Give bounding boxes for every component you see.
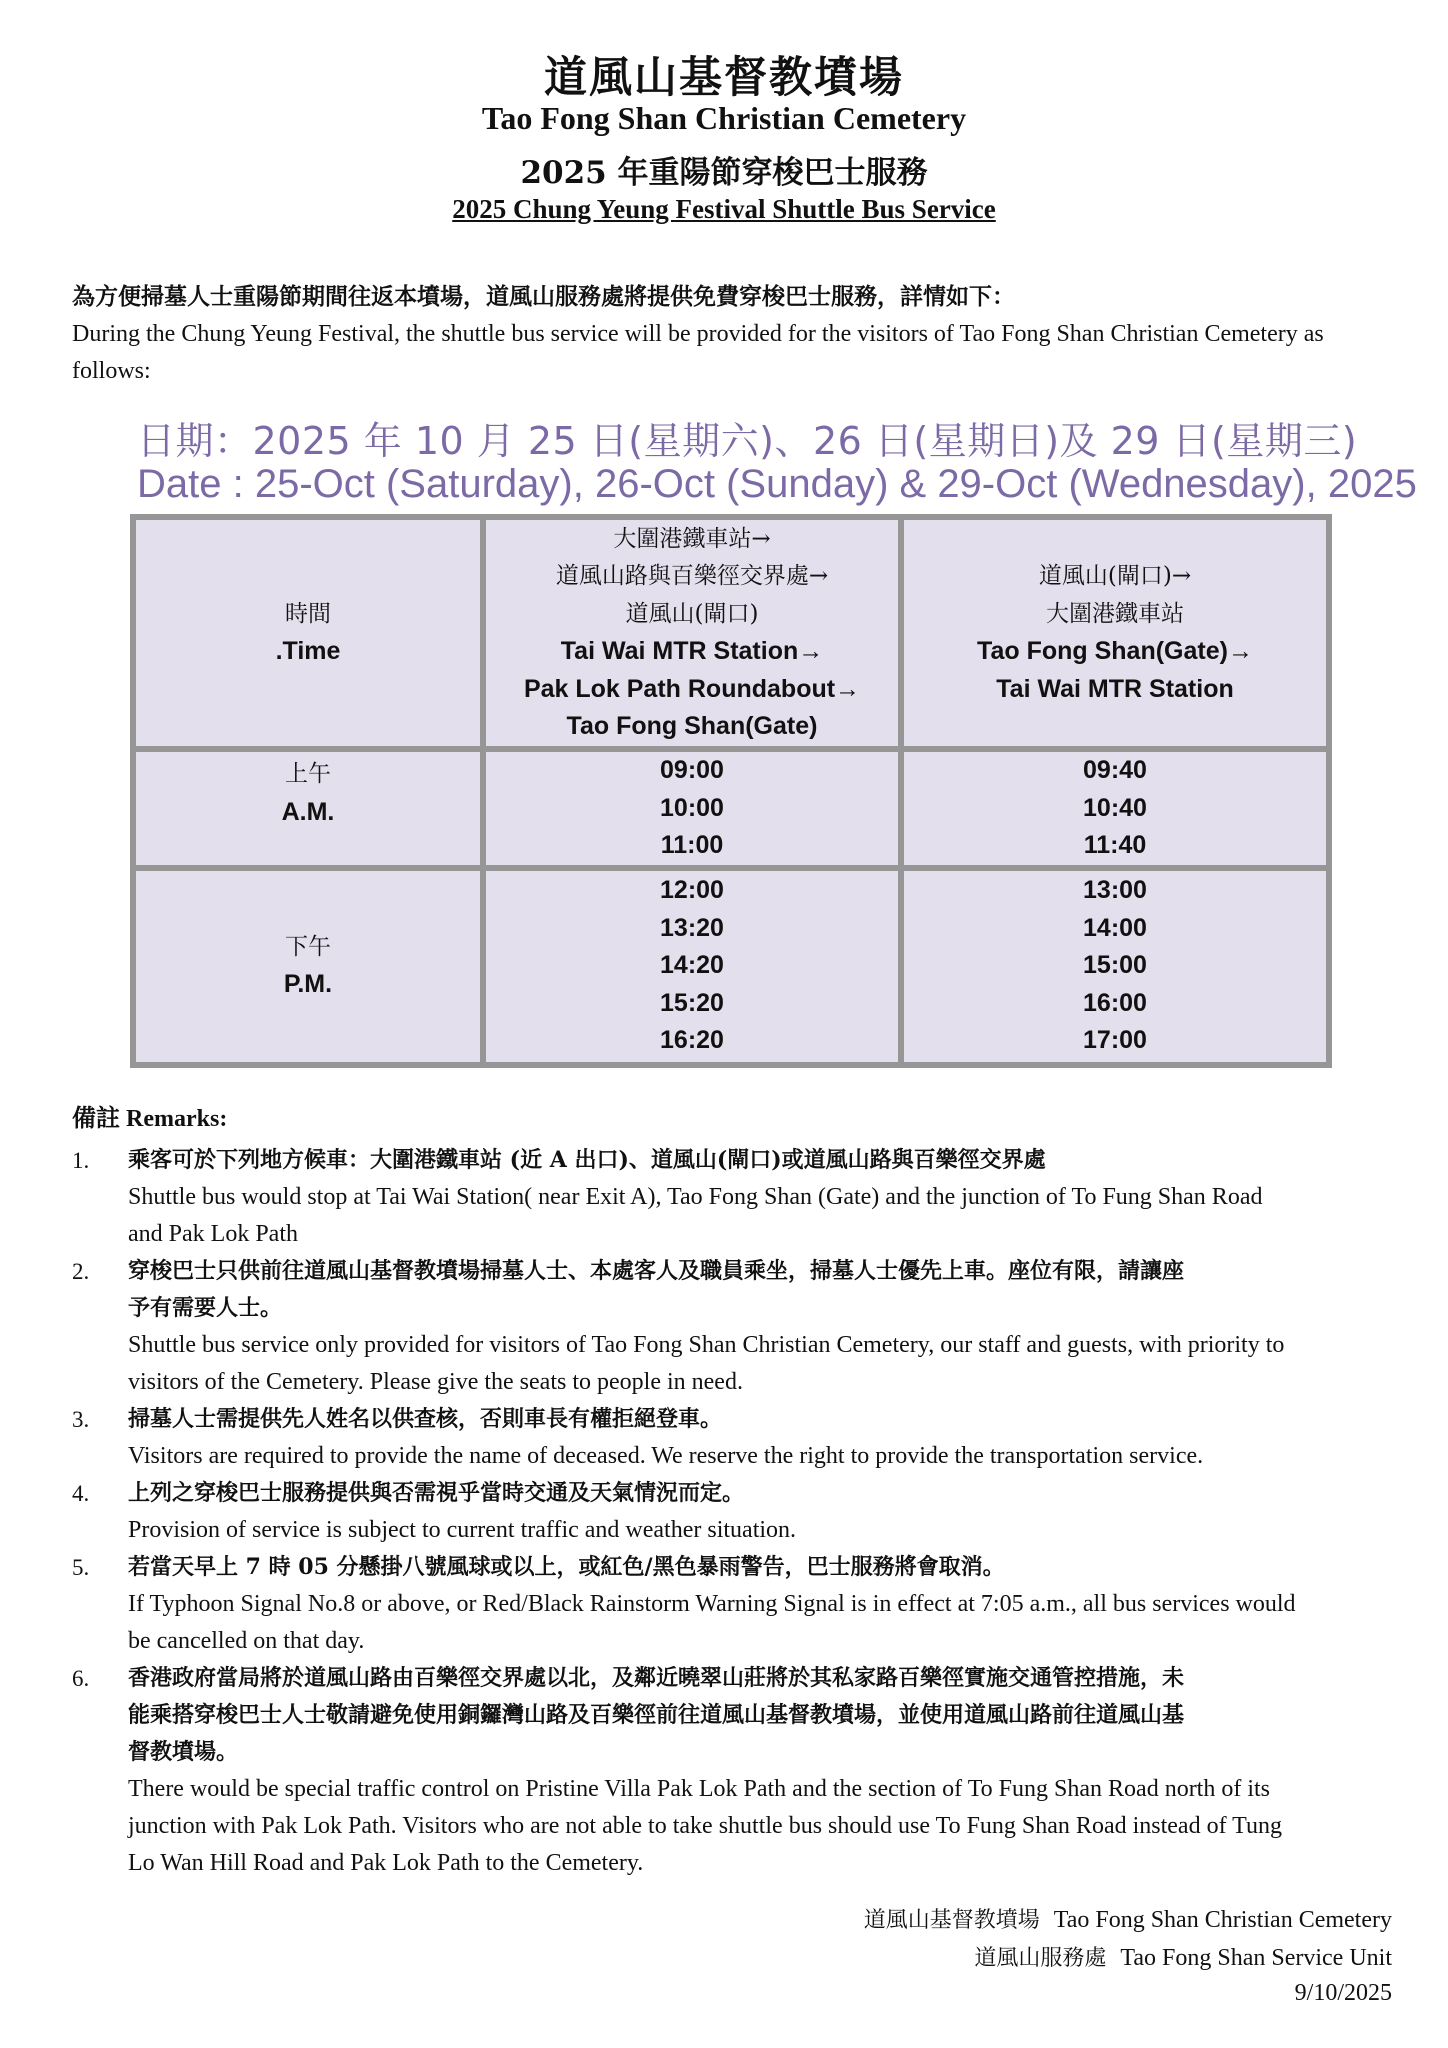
am-label-en: A.M. — [281, 797, 335, 826]
remark-number: 2. — [72, 1259, 90, 1284]
remarks-heading-zh: 備註 — [72, 1103, 120, 1132]
remark-zh-line: 能乘搭穿梭巴士人士敬請避免使用銅鑼灣山路及百樂徑前往道風山基督教墳場，並使用道風山路前往道風山基 — [128, 1702, 1185, 1728]
schedule-table — [130, 514, 1332, 1068]
time-header-zh: 時間 — [285, 600, 331, 627]
remark-item — [72, 1475, 1392, 1549]
departure-time: 15:00 — [1083, 951, 1147, 980]
route1-stop-en: Tai Wai MTR Station→ — [560, 637, 824, 665]
signature-unit-en: Tao Fong Shan Service Unit — [1120, 1945, 1392, 1971]
route1-header-cell — [483, 517, 901, 749]
remark-item — [72, 1549, 1392, 1660]
remark-en-line: junction with Pak Lok Path. Visitors who are not able to take shuttle bus should use To Fung Shan Road instead of Tung — [128, 1813, 1282, 1839]
remark-zh-line: 予有需要人士。 — [128, 1295, 283, 1321]
departure-time: 14:00 — [1083, 913, 1147, 942]
pm-label-en: P.M. — [283, 970, 333, 998]
remark-number: 5. — [72, 1555, 90, 1580]
departure-time: 10:40 — [1083, 793, 1147, 822]
signature-date: 9/10/2025 — [1294, 1980, 1392, 2006]
signature-unit — [974, 1941, 1392, 1972]
route2-stop-zh: 道風山(閘口)→ — [1038, 563, 1192, 589]
am-label-cell — [133, 749, 483, 868]
remark-zh-line: 督教墳場。 — [128, 1739, 239, 1765]
remark-en-line: Shuttle bus service only provided for visitors of Tao Fong Shan Christian Cemetery, our staff and guests, with priority to — [128, 1332, 1285, 1358]
pm-label-zh: 下午 — [285, 933, 331, 960]
remarks-heading — [72, 1098, 227, 1133]
remark-zh-line: 若當天早上 7 時 05 分懸掛八號風球或以上，或紅色/黑色暴雨警告，巴士服務將會取消。 — [128, 1554, 1005, 1580]
route1-stop-en: Pak Lok Path Roundabout→ — [523, 674, 861, 703]
route2-stop-en: Tao Fong Shan(Gate)→ — [977, 637, 1253, 665]
remark-item — [72, 1660, 1392, 1882]
subtitle-en: 2025 Chung Yeung Festival Shuttle Bus Service — [452, 194, 996, 224]
signature-org-zh: 道風山基督教墳場 — [863, 1908, 1040, 1933]
am-route2-times — [901, 749, 1329, 868]
route1-stop-zh: 道風山路與百樂徑交界處→ — [555, 563, 829, 589]
remarks-list — [72, 1142, 1392, 1882]
signature-org — [864, 1903, 1392, 1934]
departure-time: 16:00 — [1083, 988, 1147, 1017]
am-label-zh: 上午 — [285, 761, 331, 787]
route2-stop-en: Tai Wai MTR Station — [996, 674, 1234, 703]
am-row — [133, 749, 1329, 868]
departure-time: 09:40 — [1083, 756, 1147, 784]
route2-stop-zh: 大圍港鐵車站 — [1046, 600, 1184, 627]
signature-unit-zh: 道風山服務處 — [974, 1946, 1107, 1971]
remark-item — [72, 1253, 1392, 1401]
remark-en-line: If Typhoon Signal No.8 or above, or Red/Black Rainstorm Warning Signal is in effect at 7:05 a.m., all bus services would — [128, 1591, 1296, 1617]
departure-time: 10:00 — [660, 793, 724, 822]
pm-label-cell — [133, 868, 483, 1065]
signature-org-en: Tao Fong Shan Christian Cemetery — [1053, 1907, 1392, 1933]
remark-number: 6. — [72, 1666, 90, 1691]
remark-item — [72, 1142, 1392, 1253]
remark-zh-line: 掃墓人士需提供先人姓名以供查核，否則車長有權拒絕登車。 — [128, 1406, 723, 1432]
time-header-cell — [133, 517, 483, 749]
remark-zh-line: 上列之穿梭巴士服務提供與否需視乎當時交通及天氣情況而定。 — [128, 1480, 745, 1506]
time-header-en: .Time — [275, 637, 341, 665]
route2-header-cell — [901, 517, 1329, 749]
remark-zh-line: 香港政府當局將於道風山路由百樂徑交界處以北，及鄰近曉翠山莊將於其私家路百樂徑實施交通管控措施，未 — [128, 1665, 1185, 1691]
date-en: Date : 25-Oct (Saturday), 26-Oct (Sunday) & 29-Oct (Wednesday), 2025 — [137, 462, 1417, 506]
route1-stop-en: Tao Fong Shan(Gate) — [566, 712, 818, 740]
pm-row — [133, 868, 1329, 1065]
departure-time: 17:00 — [1083, 1026, 1147, 1055]
remark-zh-line: 乘客可於下列地方候車：大圍港鐵車站 (近 A 出口)、道風山(閘口)或道風山路與百樂徑交界處 — [128, 1147, 1046, 1173]
remark-en-line: be cancelled on that day. — [128, 1628, 365, 1654]
remark-en-line: Visitors are required to provide the name of deceased. We reserve the right to provide the transportation service. — [128, 1443, 1204, 1469]
remark-en-line: There would be special traffic control on Pristine Villa Pak Lok Path and the section of To Fung Shan Road north of its — [128, 1776, 1271, 1802]
remark-en-line: Shuttle bus would stop at Tai Wai Station( near Exit A), Tao Fong Shan (Gate) and the junction of To Fung Shan Road — [128, 1184, 1263, 1210]
remark-en-line: Provision of service is subject to current traffic and weather situation. — [128, 1517, 797, 1543]
remark-en-line: visitors of the Cemetery. Please give the seats to people in need. — [128, 1369, 743, 1395]
route1-stop-zh: 大圍港鐵車站→ — [613, 525, 771, 552]
departure-time: 12:00 — [660, 876, 724, 905]
departure-time: 13:00 — [1083, 876, 1147, 905]
departure-time: 15:20 — [660, 988, 724, 1017]
intro-zh: 為方便掃墓人士重陽節期間往返本墳場，道風山服務處將提供免費穿梭巴士服務，詳情如下： — [72, 283, 1015, 310]
subtitle-zh: 2025 年重陽節穿梭巴士服務 — [520, 155, 928, 191]
remark-number: 3. — [72, 1407, 90, 1432]
remark-item — [72, 1401, 1392, 1475]
am-route1-times — [483, 749, 901, 868]
remark-number: 1. — [72, 1148, 90, 1173]
remark-zh-line: 穿梭巴士只供前往道風山基督教墳場掃墓人士、本處客人及職員乘坐，掃墓人士優先上車。座位有限，請讓座 — [128, 1258, 1185, 1284]
remark-en-line: Lo Wan Hill Road and Pak Lok Path to the Cemetery. — [128, 1850, 644, 1876]
pm-route2-times — [901, 868, 1329, 1065]
remark-en-line: and Pak Lok Path — [128, 1221, 298, 1247]
title-en: Tao Fong Shan Christian Cemetery — [481, 100, 967, 136]
departure-time: 11:00 — [660, 831, 724, 859]
table-header-row — [133, 517, 1329, 749]
remarks-heading-en: Remarks: — [126, 1106, 228, 1132]
intro-en: During the Chung Yeung Festival, the shuttle bus service will be provided for the visitors of Tao Fong Shan Christian Cemetery as follows: — [72, 321, 1324, 384]
pm-route1-times — [483, 868, 901, 1065]
title-zh: 道風山基督教墳場 — [544, 53, 904, 103]
departure-time: 09:00 — [660, 756, 724, 784]
route1-stop-zh: 道風山(閘口) — [625, 600, 759, 627]
departure-time: 16:20 — [660, 1026, 724, 1055]
remark-number: 4. — [72, 1481, 90, 1506]
departure-time: 13:20 — [660, 913, 724, 942]
departure-time: 14:20 — [660, 951, 724, 980]
departure-time: 11:40 — [1083, 831, 1147, 859]
date-zh: 日期：2025 年 10 月 25 日(星期六)、26 日(星期日)及 29 日(星期三) — [137, 419, 1358, 463]
